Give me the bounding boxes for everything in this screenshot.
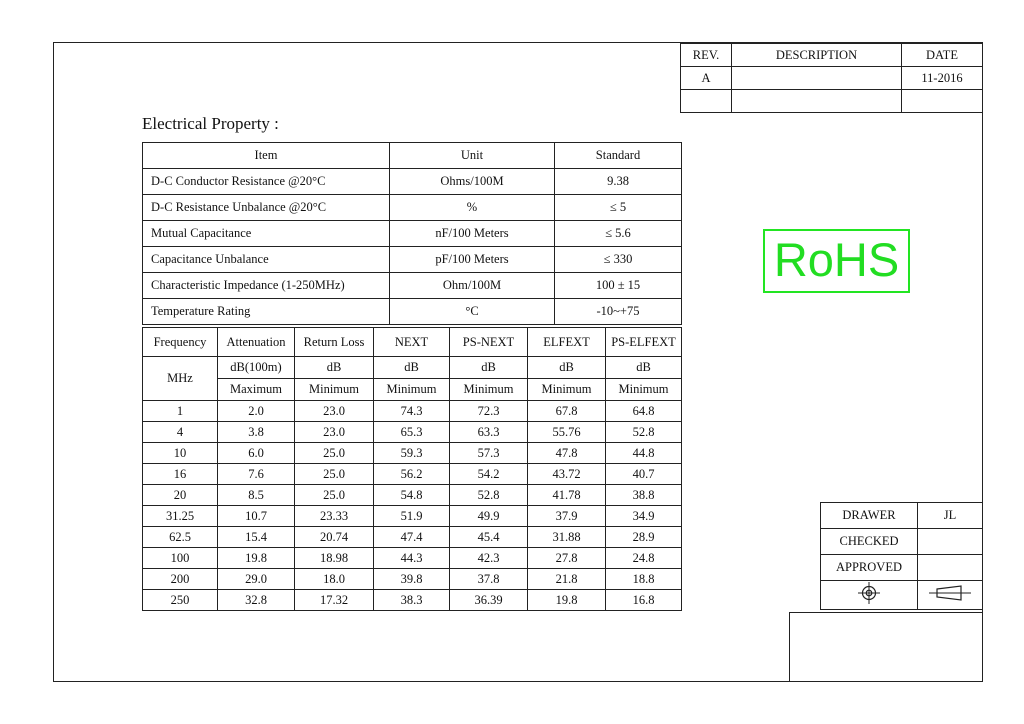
signoff-row (821, 555, 983, 581)
value-cell: 49.9 (450, 506, 528, 527)
checked-value (918, 529, 983, 555)
checked-label: CHECKED (821, 529, 918, 555)
date-cell: 11-2016 (902, 67, 983, 90)
item-cell: Capacitance Unbalance (143, 247, 390, 273)
description-cell (732, 90, 902, 113)
value-cell: 54.2 (450, 464, 528, 485)
value-cell: 18.8 (606, 569, 682, 590)
unit-cell: dB (295, 357, 374, 379)
value-cell: 24.8 (606, 548, 682, 569)
value-cell: 57.3 (450, 443, 528, 464)
value-cell: 41.78 (528, 485, 606, 506)
unit-cell: nF/100 Meters (390, 221, 555, 247)
electrical-property-table (142, 142, 682, 325)
signoff-row (821, 503, 983, 529)
value-cell: 17.32 (295, 590, 374, 611)
item-cell: Mutual Capacitance (143, 221, 390, 247)
frequency-cell: 20 (143, 485, 218, 506)
standard-cell: ≤ 5 (555, 195, 682, 221)
unit-cell: dB (450, 357, 528, 379)
value-cell: 25.0 (295, 443, 374, 464)
value-cell: 44.3 (374, 548, 450, 569)
standard-cell: ≤ 5.6 (555, 221, 682, 247)
title-box (789, 612, 983, 682)
value-cell: 16.8 (606, 590, 682, 611)
performance-row (143, 401, 682, 422)
attenuation-header: Attenuation (218, 328, 295, 357)
performance-row (143, 422, 682, 443)
value-cell: 10.7 (218, 506, 295, 527)
item-header: Item (143, 143, 390, 169)
performance-row (143, 569, 682, 590)
value-cell: 20.74 (295, 527, 374, 548)
unit-cell: dB (374, 357, 450, 379)
limit-cell: Minimum (450, 379, 528, 401)
property-row (143, 299, 682, 325)
limit-cell: Minimum (295, 379, 374, 401)
value-cell: 23.33 (295, 506, 374, 527)
symbol-row (821, 581, 983, 610)
property-row (143, 273, 682, 299)
property-row (143, 247, 682, 273)
value-cell: 25.0 (295, 464, 374, 485)
property-row (143, 221, 682, 247)
value-cell: 42.3 (450, 548, 528, 569)
standard-cell: 9.38 (555, 169, 682, 195)
value-cell: 6.0 (218, 443, 295, 464)
signoff-row (821, 529, 983, 555)
unit-cell: dB(100m) (218, 357, 295, 379)
performance-row (143, 548, 682, 569)
ps-elfext-header: PS-ELFEXT (606, 328, 682, 357)
rohs-mark: RoHS (763, 229, 910, 293)
standard-header: Standard (555, 143, 682, 169)
unit-cell: °C (390, 299, 555, 325)
value-cell: 38.3 (374, 590, 450, 611)
revision-block (680, 43, 983, 113)
value-cell: 40.7 (606, 464, 682, 485)
standard-cell: 100 ± 15 (555, 273, 682, 299)
value-cell: 56.2 (374, 464, 450, 485)
value-cell: 19.8 (528, 590, 606, 611)
value-cell: 37.8 (450, 569, 528, 590)
value-cell: 65.3 (374, 422, 450, 443)
limit-cell: Minimum (528, 379, 606, 401)
next-header: NEXT (374, 328, 450, 357)
value-cell: 34.9 (606, 506, 682, 527)
limit-cell: Maximum (218, 379, 295, 401)
frequency-cell: 1 (143, 401, 218, 422)
unit-cell: dB (606, 357, 682, 379)
value-cell: 36.39 (450, 590, 528, 611)
unit-cell: Ohm/100M (390, 273, 555, 299)
value-cell: 44.8 (606, 443, 682, 464)
ps-next-header: PS-NEXT (450, 328, 528, 357)
value-cell: 27.8 (528, 548, 606, 569)
date-cell (902, 90, 983, 113)
value-cell: 64.8 (606, 401, 682, 422)
value-cell: 54.8 (374, 485, 450, 506)
rev-cell (681, 90, 732, 113)
unit-cell: pF/100 Meters (390, 247, 555, 273)
value-cell: 72.3 (450, 401, 528, 422)
performance-row (143, 506, 682, 527)
unit-header: Unit (390, 143, 555, 169)
date-header: DATE (902, 44, 983, 67)
frequency-cell: 31.25 (143, 506, 218, 527)
value-cell: 37.9 (528, 506, 606, 527)
standard-cell: ≤ 330 (555, 247, 682, 273)
performance-row (143, 464, 682, 485)
revision-row (681, 90, 983, 113)
item-cell: Temperature Rating (143, 299, 390, 325)
value-cell: 74.3 (374, 401, 450, 422)
item-cell: Characteristic Impedance (1-250MHz) (143, 273, 390, 299)
value-cell: 15.4 (218, 527, 295, 548)
value-cell: 55.76 (528, 422, 606, 443)
value-cell: 51.9 (374, 506, 450, 527)
description-header: DESCRIPTION (732, 44, 902, 67)
frequency-cell: 10 (143, 443, 218, 464)
value-cell: 52.8 (450, 485, 528, 506)
value-cell: 21.8 (528, 569, 606, 590)
value-cell: 29.0 (218, 569, 295, 590)
approved-label: APPROVED (821, 555, 918, 581)
value-cell: 18.98 (295, 548, 374, 569)
value-cell: 43.72 (528, 464, 606, 485)
signoff-block (820, 502, 983, 610)
frequency-cell: 4 (143, 422, 218, 443)
target-symbol-icon (856, 581, 882, 605)
value-cell: 7.6 (218, 464, 295, 485)
frequency-cell: 62.5 (143, 527, 218, 548)
unit-row (143, 357, 682, 379)
property-row (143, 169, 682, 195)
value-cell: 2.0 (218, 401, 295, 422)
value-cell: 23.0 (295, 422, 374, 443)
value-cell: 32.8 (218, 590, 295, 611)
frequency-cell: 16 (143, 464, 218, 485)
limit-cell: Minimum (374, 379, 450, 401)
performance-row (143, 485, 682, 506)
performance-table (142, 327, 682, 611)
unit-cell: % (390, 195, 555, 221)
frequency-unit-cell: MHz (143, 357, 218, 401)
drawer-value: JL (918, 503, 983, 529)
item-cell: D-C Conductor Resistance @20°C (143, 169, 390, 195)
rev-header: REV. (681, 44, 732, 67)
value-cell: 8.5 (218, 485, 295, 506)
value-cell: 45.4 (450, 527, 528, 548)
limit-row (143, 379, 682, 401)
performance-row (143, 590, 682, 611)
standard-cell: -10~+75 (555, 299, 682, 325)
value-cell: 59.3 (374, 443, 450, 464)
limit-cell: Minimum (606, 379, 682, 401)
frequency-cell: 250 (143, 590, 218, 611)
unit-cell: Ohms/100M (390, 169, 555, 195)
value-cell: 63.3 (450, 422, 528, 443)
return-loss-header: Return Loss (295, 328, 374, 357)
value-cell: 47.4 (374, 527, 450, 548)
revision-header-row (681, 44, 983, 67)
value-cell: 25.0 (295, 485, 374, 506)
page-title: Electrical Property : (142, 114, 279, 133)
projection-symbol-icon (927, 582, 973, 604)
value-cell: 39.8 (374, 569, 450, 590)
target-symbol-cell (821, 581, 918, 610)
value-cell: 67.8 (528, 401, 606, 422)
revision-row (681, 67, 983, 90)
approved-value (918, 555, 983, 581)
drawer-label: DRAWER (821, 503, 918, 529)
frequency-cell: 100 (143, 548, 218, 569)
frequency-cell: 200 (143, 569, 218, 590)
frequency-header: Frequency (143, 328, 218, 357)
property-row (143, 195, 682, 221)
rev-cell: A (681, 67, 732, 90)
value-cell: 19.8 (218, 548, 295, 569)
projection-symbol-cell (918, 581, 983, 610)
value-cell: 52.8 (606, 422, 682, 443)
performance-row (143, 527, 682, 548)
description-cell (732, 67, 902, 90)
performance-row (143, 443, 682, 464)
value-cell: 31.88 (528, 527, 606, 548)
value-cell: 23.0 (295, 401, 374, 422)
elfext-header: ELFEXT (528, 328, 606, 357)
property-header-row (143, 143, 682, 169)
unit-cell: dB (528, 357, 606, 379)
value-cell: 18.0 (295, 569, 374, 590)
value-cell: 38.8 (606, 485, 682, 506)
value-cell: 47.8 (528, 443, 606, 464)
value-cell: 3.8 (218, 422, 295, 443)
value-cell: 28.9 (606, 527, 682, 548)
item-cell: D-C Resistance Unbalance @20°C (143, 195, 390, 221)
performance-header-row (143, 328, 682, 357)
